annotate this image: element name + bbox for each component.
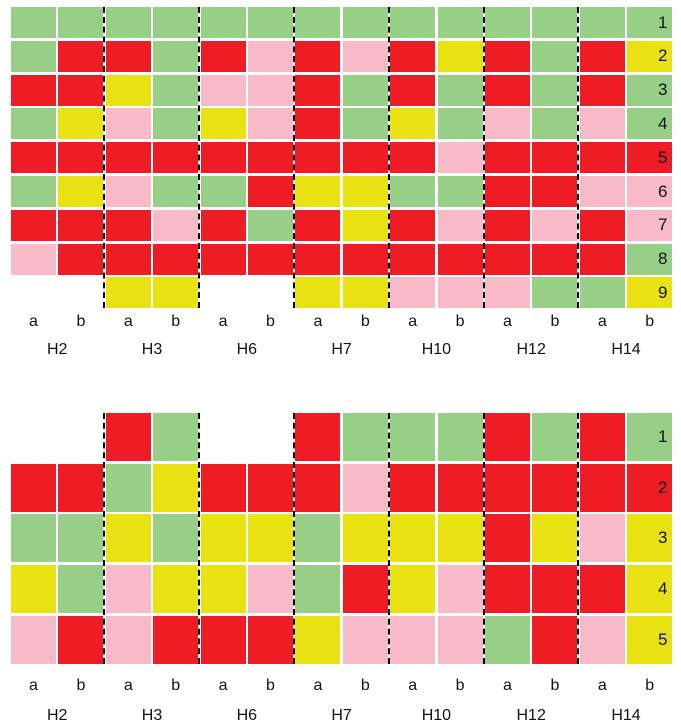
grid-cell (295, 244, 340, 275)
row-label: 5 (658, 147, 668, 167)
grid-cell (11, 142, 56, 173)
group-label: H6 (236, 707, 258, 724)
grid-cell (295, 142, 340, 173)
grid-cell (485, 244, 530, 275)
grid-cell (11, 41, 56, 72)
grid-cell (153, 565, 198, 613)
grid-cell (248, 616, 293, 664)
grid-cell (11, 244, 56, 275)
grid-cell (532, 413, 577, 461)
grid-cell (106, 210, 151, 241)
grid-cell (580, 108, 625, 139)
grid-cell (106, 7, 151, 38)
grid-cell (438, 75, 483, 106)
grid-cell (580, 176, 625, 207)
grid-cell (58, 616, 103, 664)
grid-cell (201, 210, 246, 241)
grid-cell (201, 244, 246, 275)
group-label: H2 (46, 707, 68, 724)
column-sublabel: a (29, 313, 38, 330)
grid-cell (11, 7, 56, 38)
grid-cell (343, 41, 388, 72)
grid-cell (580, 277, 625, 308)
grid-cell (106, 176, 151, 207)
row-label: 4 (658, 113, 668, 133)
grid-cell (11, 176, 56, 207)
grid-cell (153, 142, 198, 173)
grid-cell (295, 277, 340, 308)
grid-cell (248, 7, 293, 38)
grid-cell (343, 464, 388, 512)
grid-cell (532, 464, 577, 512)
group-separator (293, 413, 295, 664)
grid-cell (580, 75, 625, 106)
grid-cell (580, 514, 625, 562)
grid-cell (485, 41, 530, 72)
grid-cell (438, 108, 483, 139)
row-label: 1 (658, 12, 668, 32)
grid-cell (390, 514, 435, 562)
grid-cell (248, 565, 293, 613)
grid-cell (580, 7, 625, 38)
column-sublabel: b (76, 677, 86, 694)
row-label: 7 (658, 215, 668, 235)
group-separator (103, 7, 105, 308)
bottom-grid-panel (0, 368, 681, 727)
group-label: H10 (421, 341, 452, 358)
group-label: H12 (516, 341, 546, 358)
grid-cell (295, 176, 340, 207)
grid-cell (248, 142, 293, 173)
grid-cell (343, 108, 388, 139)
grid-cell (106, 41, 151, 72)
grid-cell (343, 565, 388, 613)
column-sublabel: b (455, 313, 465, 330)
grid-cell (295, 7, 340, 38)
grid-cell (532, 75, 577, 106)
grid-cell (153, 277, 198, 308)
grid-cell (485, 108, 530, 139)
grid-cell (343, 244, 388, 275)
group-separator (577, 7, 579, 308)
grid-cell (580, 244, 625, 275)
group-separator (577, 413, 579, 664)
row-label: 8 (658, 249, 668, 269)
grid-cell (106, 277, 151, 308)
row-label: 9 (658, 282, 668, 302)
group-label: H14 (611, 341, 641, 358)
grid-cell (485, 514, 530, 562)
grid-cell (390, 7, 435, 38)
grid-cell (343, 514, 388, 562)
grid-cell (532, 142, 577, 173)
grid-cell (438, 244, 483, 275)
grid-cell (438, 210, 483, 241)
column-sublabel: a (503, 677, 512, 694)
group-label: H7 (331, 341, 352, 358)
grid-cell (295, 514, 340, 562)
group-label: H12 (516, 707, 546, 724)
group-separator (388, 7, 390, 308)
column-sublabel: a (597, 677, 607, 694)
grid-cell (248, 244, 293, 275)
grid-cell (106, 464, 151, 512)
grid-cell (153, 7, 198, 38)
grid-cell (153, 616, 198, 664)
column-sublabel: b (550, 677, 560, 694)
row-label: 6 (658, 181, 668, 201)
grid-cell (390, 277, 435, 308)
grid-cell (343, 7, 388, 38)
grid-cell (343, 210, 388, 241)
grid-cell (343, 413, 388, 461)
grid-cell (438, 616, 483, 664)
grid-cell (390, 244, 435, 275)
group-label: H7 (331, 707, 352, 724)
grid-cell (11, 616, 56, 664)
column-sublabel: a (218, 677, 228, 694)
grid-cell (58, 142, 103, 173)
group-label: H3 (141, 341, 163, 358)
group-label: H6 (236, 341, 258, 358)
group-separator (103, 413, 105, 664)
grid-cell (295, 75, 340, 106)
grid-cell (532, 176, 577, 207)
grid-cell (201, 108, 246, 139)
top-grid-panel (0, 0, 681, 360)
column-sublabel: a (408, 677, 418, 694)
grid-cell (201, 7, 246, 38)
grid-cell (201, 41, 246, 72)
grid-cell (106, 514, 151, 562)
group-separator (483, 7, 485, 308)
grid-cell (201, 616, 246, 664)
grid-cell (390, 41, 435, 72)
grid-cell (532, 277, 577, 308)
grid-cell (11, 108, 56, 139)
grid-cell (58, 41, 103, 72)
grid-cell (343, 176, 388, 207)
grid-cell (106, 413, 151, 461)
column-sublabel: a (218, 313, 228, 330)
grid-cell (390, 75, 435, 106)
grid-cell (153, 210, 198, 241)
grid-cell (390, 142, 435, 173)
grid-cell (201, 514, 246, 562)
grid-cell (295, 41, 340, 72)
grid-cell (438, 7, 483, 38)
grid-cell (295, 464, 340, 512)
grid-cell (485, 75, 530, 106)
column-sublabel: b (171, 313, 181, 330)
grid-cell (153, 41, 198, 72)
grid-cell (343, 142, 388, 173)
grid-cell (106, 244, 151, 275)
grid-cell (11, 210, 56, 241)
grid-cell (153, 413, 198, 461)
column-sublabel: b (455, 677, 465, 694)
row-label: 1 (658, 427, 668, 446)
grid-cell (343, 75, 388, 106)
grid-cell (390, 413, 435, 461)
grid-cell (58, 514, 103, 562)
column-sublabel: b (171, 677, 181, 694)
grid-cell (11, 75, 56, 106)
grid-cell (248, 75, 293, 106)
grid-cell (390, 616, 435, 664)
column-sublabel: a (29, 677, 38, 694)
grid-cell (532, 41, 577, 72)
grid-cell (11, 464, 56, 512)
grid-cell (106, 565, 151, 613)
grid-cell (153, 464, 198, 512)
column-sublabel: b (360, 677, 370, 694)
grid-cell (153, 514, 198, 562)
grid-cell (438, 41, 483, 72)
column-sublabel: a (123, 313, 133, 330)
grid-cell (485, 565, 530, 613)
grid-cell (58, 176, 103, 207)
column-sublabel: b (645, 677, 655, 694)
grid-cell (580, 464, 625, 512)
grid-cell (106, 142, 151, 173)
grid-cell (580, 565, 625, 613)
grid-cell (485, 277, 530, 308)
row-label: 2 (658, 477, 668, 497)
grid-cell (485, 210, 530, 241)
group-separator (198, 413, 200, 664)
grid-cell (106, 108, 151, 139)
column-sublabel: b (266, 677, 275, 694)
grid-cell (580, 210, 625, 241)
column-sublabel: b (645, 313, 655, 330)
column-sublabel: a (313, 677, 323, 694)
grid-cell (248, 41, 293, 72)
group-separator (293, 7, 295, 308)
column-sublabel: a (597, 313, 607, 330)
grid-cell (532, 565, 577, 613)
grid-cell (532, 108, 577, 139)
grid-cell (106, 75, 151, 106)
group-separator (198, 7, 200, 308)
group-label: H10 (421, 707, 452, 724)
grid-cell (58, 565, 103, 613)
grid-cell (295, 210, 340, 241)
group-label: H3 (141, 707, 163, 724)
grid-cell (532, 244, 577, 275)
grid-cell (153, 176, 198, 207)
grid-cell (58, 210, 103, 241)
grid-cell (390, 464, 435, 512)
grid-cell (580, 142, 625, 173)
group-separator (483, 413, 485, 664)
grid-cell (485, 616, 530, 664)
row-label: 5 (658, 629, 668, 649)
grid-cell (295, 413, 340, 461)
grid-cell (438, 464, 483, 512)
grid-cell (248, 210, 293, 241)
grid-cell (295, 616, 340, 664)
grid-cell (201, 75, 246, 106)
grid-cell (485, 464, 530, 512)
grid-cell (248, 108, 293, 139)
grid-cell (438, 142, 483, 173)
grid-cell (532, 616, 577, 664)
column-sublabel: b (550, 313, 560, 330)
grid-cell (201, 142, 246, 173)
column-sublabel: a (313, 313, 323, 330)
grid-cell (485, 176, 530, 207)
grid-cell (201, 565, 246, 613)
grid-cell (248, 464, 293, 512)
grid-cell (390, 565, 435, 613)
grid-cell (438, 277, 483, 308)
grid-cell (580, 616, 625, 664)
grid-cell (106, 616, 151, 664)
grid-cell (532, 514, 577, 562)
grid-cell (390, 210, 435, 241)
column-sublabel: a (503, 313, 512, 330)
grid-cell (485, 7, 530, 38)
grid-cell (580, 41, 625, 72)
grid-cell (390, 176, 435, 207)
column-sublabel: a (123, 677, 133, 694)
grid-cell (390, 108, 435, 139)
grid-cell (343, 277, 388, 308)
grid-cell (485, 413, 530, 461)
grid-cell (58, 244, 103, 275)
grid-cell (11, 565, 56, 613)
grid-cell (248, 176, 293, 207)
group-label: H2 (46, 341, 68, 358)
grid-cell (438, 514, 483, 562)
grid-cell (438, 413, 483, 461)
grid-cell (295, 565, 340, 613)
grid-cell (153, 75, 198, 106)
column-sublabel: b (360, 313, 370, 330)
grid-cell (153, 244, 198, 275)
grid-cell (438, 176, 483, 207)
group-separator (388, 413, 390, 664)
grid-cell (295, 108, 340, 139)
grid-cell (532, 210, 577, 241)
grid-cell (580, 413, 625, 461)
column-sublabel: a (408, 313, 418, 330)
row-label: 3 (658, 80, 668, 100)
grid-cell (201, 176, 246, 207)
grid-cell (153, 108, 198, 139)
grid-cell (485, 142, 530, 173)
grid-cell (11, 514, 56, 562)
column-sublabel: b (266, 313, 275, 330)
row-label: 4 (658, 579, 668, 599)
column-sublabel: b (76, 313, 86, 330)
grid-cell (343, 616, 388, 664)
grid-cell (248, 514, 293, 562)
grid-cell (438, 565, 483, 613)
group-label: H14 (611, 707, 641, 724)
row-label: 3 (658, 528, 668, 548)
grid-cell (58, 7, 103, 38)
grid-cell (58, 75, 103, 106)
grid-cell (58, 108, 103, 139)
grid-cell (201, 464, 246, 512)
row-label: 2 (658, 46, 668, 66)
grid-cell (58, 464, 103, 512)
grid-cell (532, 7, 577, 38)
